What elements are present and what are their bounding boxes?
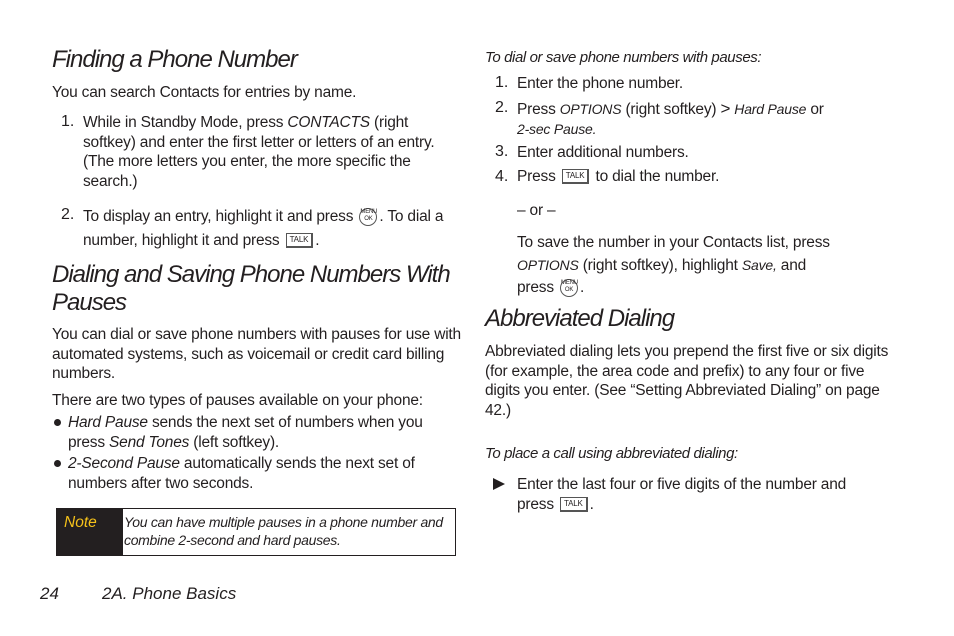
bullet-icon	[54, 419, 61, 426]
step-text: (right softkey)	[621, 101, 721, 118]
bullet-text: automatically sends the next set of numbers after two seconds.	[68, 455, 415, 492]
step-arrow-icon	[493, 478, 505, 490]
talk-key-icon: TALK	[286, 233, 314, 248]
talk-key-icon: TALK	[562, 169, 590, 184]
step-text: (right softkey) and enter the first letter or letters of an entry. (The more letters you enter, the more specific the search.)	[83, 114, 435, 190]
step-text: Press	[517, 168, 560, 185]
step-number: 2.	[61, 206, 75, 223]
step-text: While in Standby Mode, press	[83, 114, 288, 131]
note-label: Note	[57, 509, 123, 555]
note-text: You can have multiple pauses in a phone number and combine 2-second and hard pauses.	[124, 514, 443, 548]
menu-arrow-glyph: >	[720, 99, 731, 118]
pause-step-1: Enter the phone number.	[517, 75, 684, 92]
bullet-hard-pause	[68, 413, 458, 452]
step-text: .	[580, 279, 585, 296]
send-tones-softkey-label: Send Tones	[109, 433, 190, 451]
save-instructions	[517, 232, 867, 299]
pause-step-2	[517, 99, 867, 139]
step-text: .	[315, 232, 320, 249]
step-text: Enter the last four or five digits of the number and press	[517, 476, 847, 513]
pauses-types-intro: There are two types of pauses available on your phone:	[52, 392, 423, 409]
2-sec-pause-option: 2-sec Pause.	[517, 120, 597, 137]
step-number: 1.	[495, 74, 509, 91]
step-number: 4.	[495, 168, 509, 185]
options-softkey-label: OPTIONS	[559, 101, 622, 117]
bullet-term: 2-Second Pause	[68, 455, 180, 472]
step-text: press	[517, 279, 559, 296]
menu-ok-key-icon	[560, 279, 578, 297]
finding-step-1	[83, 113, 455, 191]
abbreviated-step	[517, 475, 877, 514]
talk-key-icon: TALK	[560, 497, 588, 512]
procedure-heading-abbreviated: To place a call using abbreviated dialing:	[485, 445, 738, 462]
footer-section: 2A. Phone Basics	[102, 584, 237, 603]
save-option: Save,	[741, 257, 777, 273]
key-label: MENU	[360, 208, 378, 215]
step-number: 1.	[61, 113, 75, 130]
abbreviated-intro: Abbreviated dialing lets you prepend the first five or six digits (for example, the area code and prefix) to any four or five digits you enter. (See “Setting Abbreviated Dialing” on page 42.)	[485, 343, 889, 419]
note-box	[56, 508, 456, 556]
finding-intro: You can search Contacts for entries by name.	[52, 84, 357, 101]
section-title-pauses: Dialing and Saving Phone Numbers With Pauses	[52, 261, 450, 316]
step-text: To save the number in your Contacts list, press	[517, 234, 830, 251]
bullet-text: sends the next set of numbers when you press	[68, 414, 423, 451]
bullet-term: Hard Pause	[68, 414, 148, 431]
menu-ok-key-icon	[359, 208, 377, 226]
pause-step-3: Enter additional numbers.	[517, 144, 689, 161]
step-text: Press	[517, 101, 560, 118]
step-text: or	[806, 101, 824, 118]
step-text: . To dial a number, highlight it and press	[83, 208, 444, 249]
step-number: 2.	[495, 99, 509, 116]
finding-step-2	[83, 205, 455, 253]
pause-step-4	[517, 167, 719, 187]
hard-pause-option: Hard Pause	[734, 101, 807, 117]
bullet-icon	[54, 460, 61, 467]
contacts-softkey-label: CONTACTS	[287, 114, 370, 131]
key-label: MENU	[561, 279, 578, 286]
step-text: To display an entry, highlight it and press	[83, 208, 358, 225]
section-title-abbreviated: Abbreviated Dialing	[485, 305, 675, 332]
step-text: .	[589, 495, 594, 513]
pauses-intro: You can dial or save phone numbers with pauses for use with automated systems, such as voicemail or credit card billing numbers.	[52, 326, 461, 382]
key-label: OK	[364, 215, 373, 222]
step-text: and	[776, 257, 807, 274]
step-text: to dial the number.	[591, 168, 720, 185]
options-softkey-label: OPTIONS	[517, 257, 579, 273]
or-separator: – or –	[517, 202, 556, 219]
page-number: 24	[40, 584, 59, 603]
key-label: OK	[564, 286, 574, 293]
step-text: (right softkey), highlight	[578, 257, 742, 274]
step-number: 3.	[495, 143, 509, 160]
bullet-text: (left softkey).	[189, 433, 280, 451]
procedure-heading-pauses: To dial or save phone numbers with pauses:	[485, 49, 762, 66]
bullet-2-second-pause	[68, 454, 458, 493]
section-title-finding: Finding a Phone Number	[52, 46, 297, 73]
